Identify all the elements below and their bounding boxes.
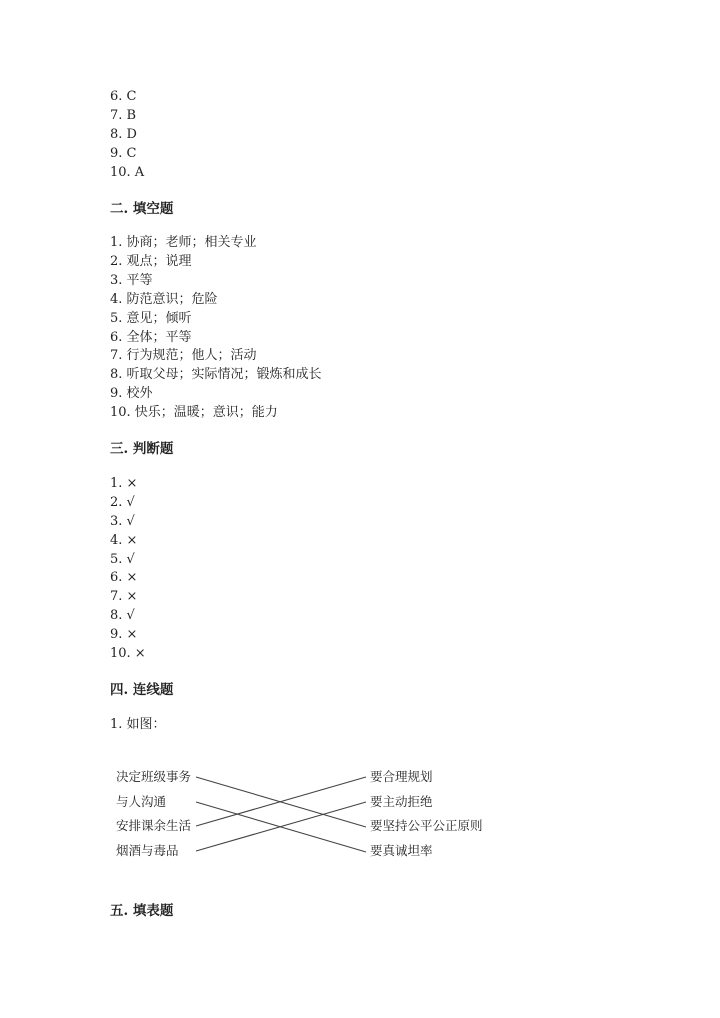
true-false-answer: 3. √ bbox=[110, 514, 135, 529]
fill-blank-answer: 3. 平等 bbox=[110, 273, 153, 288]
matching-right-item: 要坚持公平公正原则 bbox=[370, 818, 483, 833]
choice-answer: 9. C bbox=[110, 146, 137, 161]
matching-left-item: 与人沟通 bbox=[116, 794, 167, 809]
true-false-answer: 6. × bbox=[110, 570, 138, 585]
true-false-answer: 4. × bbox=[110, 533, 138, 548]
choice-answer: 7. B bbox=[110, 108, 137, 123]
matching-intro: 1. 如图： bbox=[110, 717, 166, 732]
matching-right-item: 要真诚坦率 bbox=[370, 843, 433, 858]
matching-diagram bbox=[100, 760, 520, 870]
true-false-answer: 9. × bbox=[110, 627, 138, 642]
fill-blank-answer: 2. 观点；说理 bbox=[110, 254, 192, 269]
section-heading-matching: 四. 连线题 bbox=[110, 682, 174, 698]
fill-blank-answer: 4. 防范意识；危险 bbox=[110, 292, 218, 307]
fill-blank-answer: 5. 意见；倾听 bbox=[110, 311, 192, 326]
matching-left-item: 烟酒与毒品 bbox=[116, 843, 179, 858]
matching-left-item: 决定班级事务 bbox=[116, 769, 192, 784]
fill-blank-answer: 7. 行为规范；他人；活动 bbox=[110, 348, 257, 363]
matching-right-item: 要主动拒绝 bbox=[370, 794, 433, 809]
true-false-answer: 5. √ bbox=[110, 552, 135, 567]
true-false-answer: 1. × bbox=[110, 476, 138, 491]
section-heading-fill-blank: 二. 填空题 bbox=[110, 201, 174, 217]
choice-answer: 6. C bbox=[110, 89, 137, 104]
fill-blank-answer: 10. 快乐；温暖；意识；能力 bbox=[110, 405, 278, 420]
matching-right-item: 要合理规划 bbox=[370, 769, 433, 784]
fill-blank-answer: 6. 全体；平等 bbox=[110, 330, 192, 345]
true-false-answer: 2. √ bbox=[110, 495, 135, 510]
choice-answer: 8. D bbox=[110, 127, 137, 142]
true-false-answer: 7. × bbox=[110, 589, 138, 604]
section-heading-table: 五. 填表题 bbox=[110, 903, 174, 919]
true-false-answer: 8. √ bbox=[110, 608, 135, 623]
section-heading-true-false: 三. 判断题 bbox=[110, 441, 174, 457]
fill-blank-answer: 1. 协商；老师；相关专业 bbox=[110, 235, 257, 250]
fill-blank-answer: 9. 校外 bbox=[110, 386, 153, 401]
choice-answer: 10. A bbox=[110, 165, 145, 180]
matching-left-item: 安排课余生活 bbox=[116, 818, 192, 833]
fill-blank-answer: 8. 听取父母；实际情况；锻炼和成长 bbox=[110, 367, 322, 382]
true-false-answer: 10. × bbox=[110, 646, 146, 661]
